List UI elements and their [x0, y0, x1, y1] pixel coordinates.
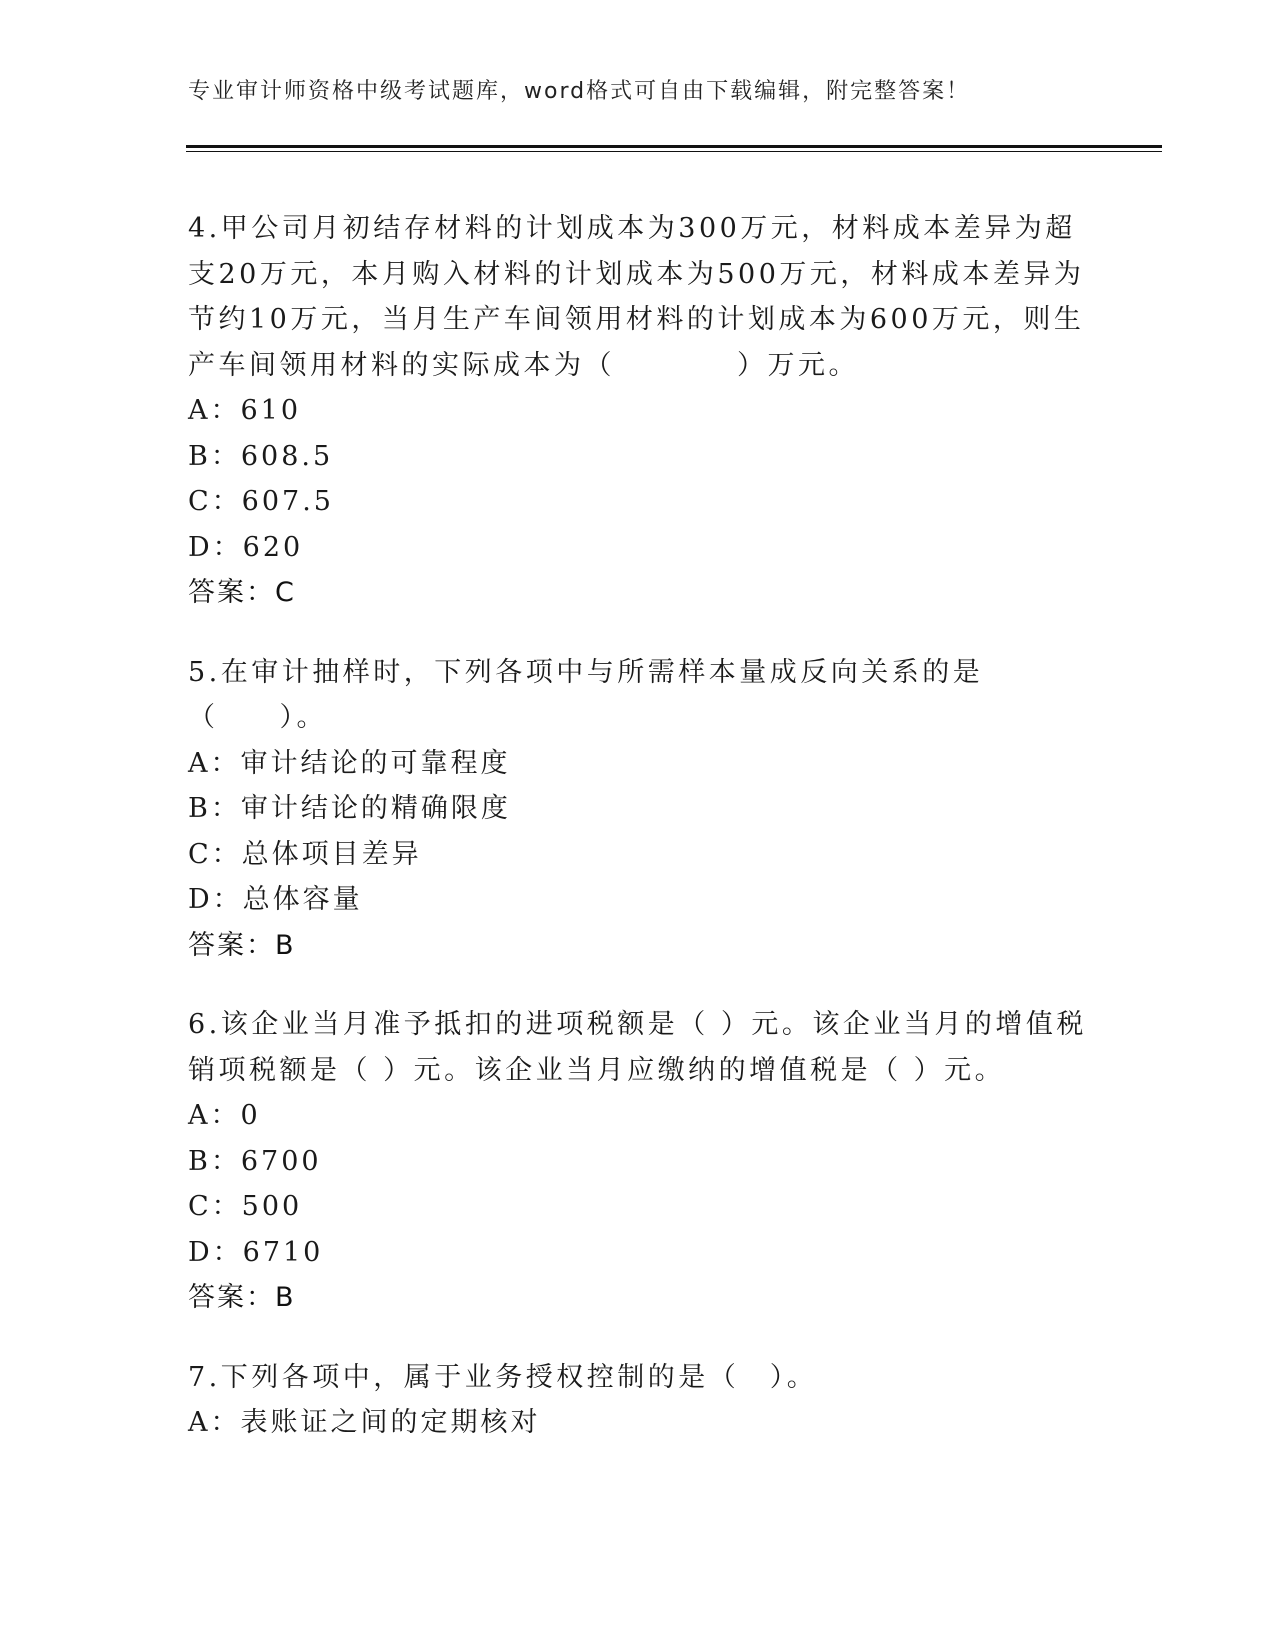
option-d: D：6710 — [188, 1236, 324, 1268]
option-a: A：表账证之间的定期核对 — [188, 1407, 541, 1438]
option-a: A：审计结论的可靠程度 — [188, 747, 511, 779]
question-text: 5.在审计抽样时，下列各项中与所需样本量成反向关系的是（ ）。 — [188, 656, 984, 733]
option-a: A：610 — [188, 395, 302, 426]
question-4 — [188, 206, 1088, 616]
header-divider-thin — [186, 151, 1162, 152]
question-text: 4.甲公司月初结存材料的计划成本为300万元，材料成本差异为超支20万元，本月购入材料的计划成本为500万元，材料成本差异为节约10万元，当月生产车间领用材料的计划成本为600万元，则生产车间领用材料的实际成本为（ ）万元。 — [188, 213, 1085, 381]
option-d: D：总体容量 — [188, 884, 363, 915]
option-c: C：总体项目差异 — [188, 838, 422, 870]
answer: 答案：B — [188, 1282, 296, 1313]
question-5 — [188, 650, 1088, 969]
option-b: B：审计结论的精确限度 — [188, 793, 511, 824]
option-c: C：607.5 — [188, 486, 334, 517]
question-list — [188, 206, 1088, 1480]
option-c: C：500 — [188, 1191, 303, 1222]
question-text: 6.该企业当月准予抵扣的进项税额是（ ）元。该企业当月的增值税销项税额是（ ）元。该企业当月应缴纳的增值税是（ ）元。 — [188, 1009, 1087, 1086]
option-b: B：608.5 — [188, 440, 334, 472]
page-header: 专业审计师资格中级考试题库，word格式可自由下载编辑，附完整答案！ — [188, 79, 971, 104]
option-a: A：0 — [188, 1100, 261, 1131]
question-7 — [188, 1355, 1088, 1446]
question-text: 7.下列各项中，属于业务授权控制的是（ ）。 — [188, 1361, 818, 1393]
answer: 答案：C — [188, 577, 296, 608]
option-d: D：620 — [188, 531, 304, 563]
header-divider — [186, 145, 1162, 148]
answer: 答案：B — [188, 929, 296, 961]
option-b: B：6700 — [188, 1145, 322, 1177]
question-6 — [188, 1002, 1088, 1321]
